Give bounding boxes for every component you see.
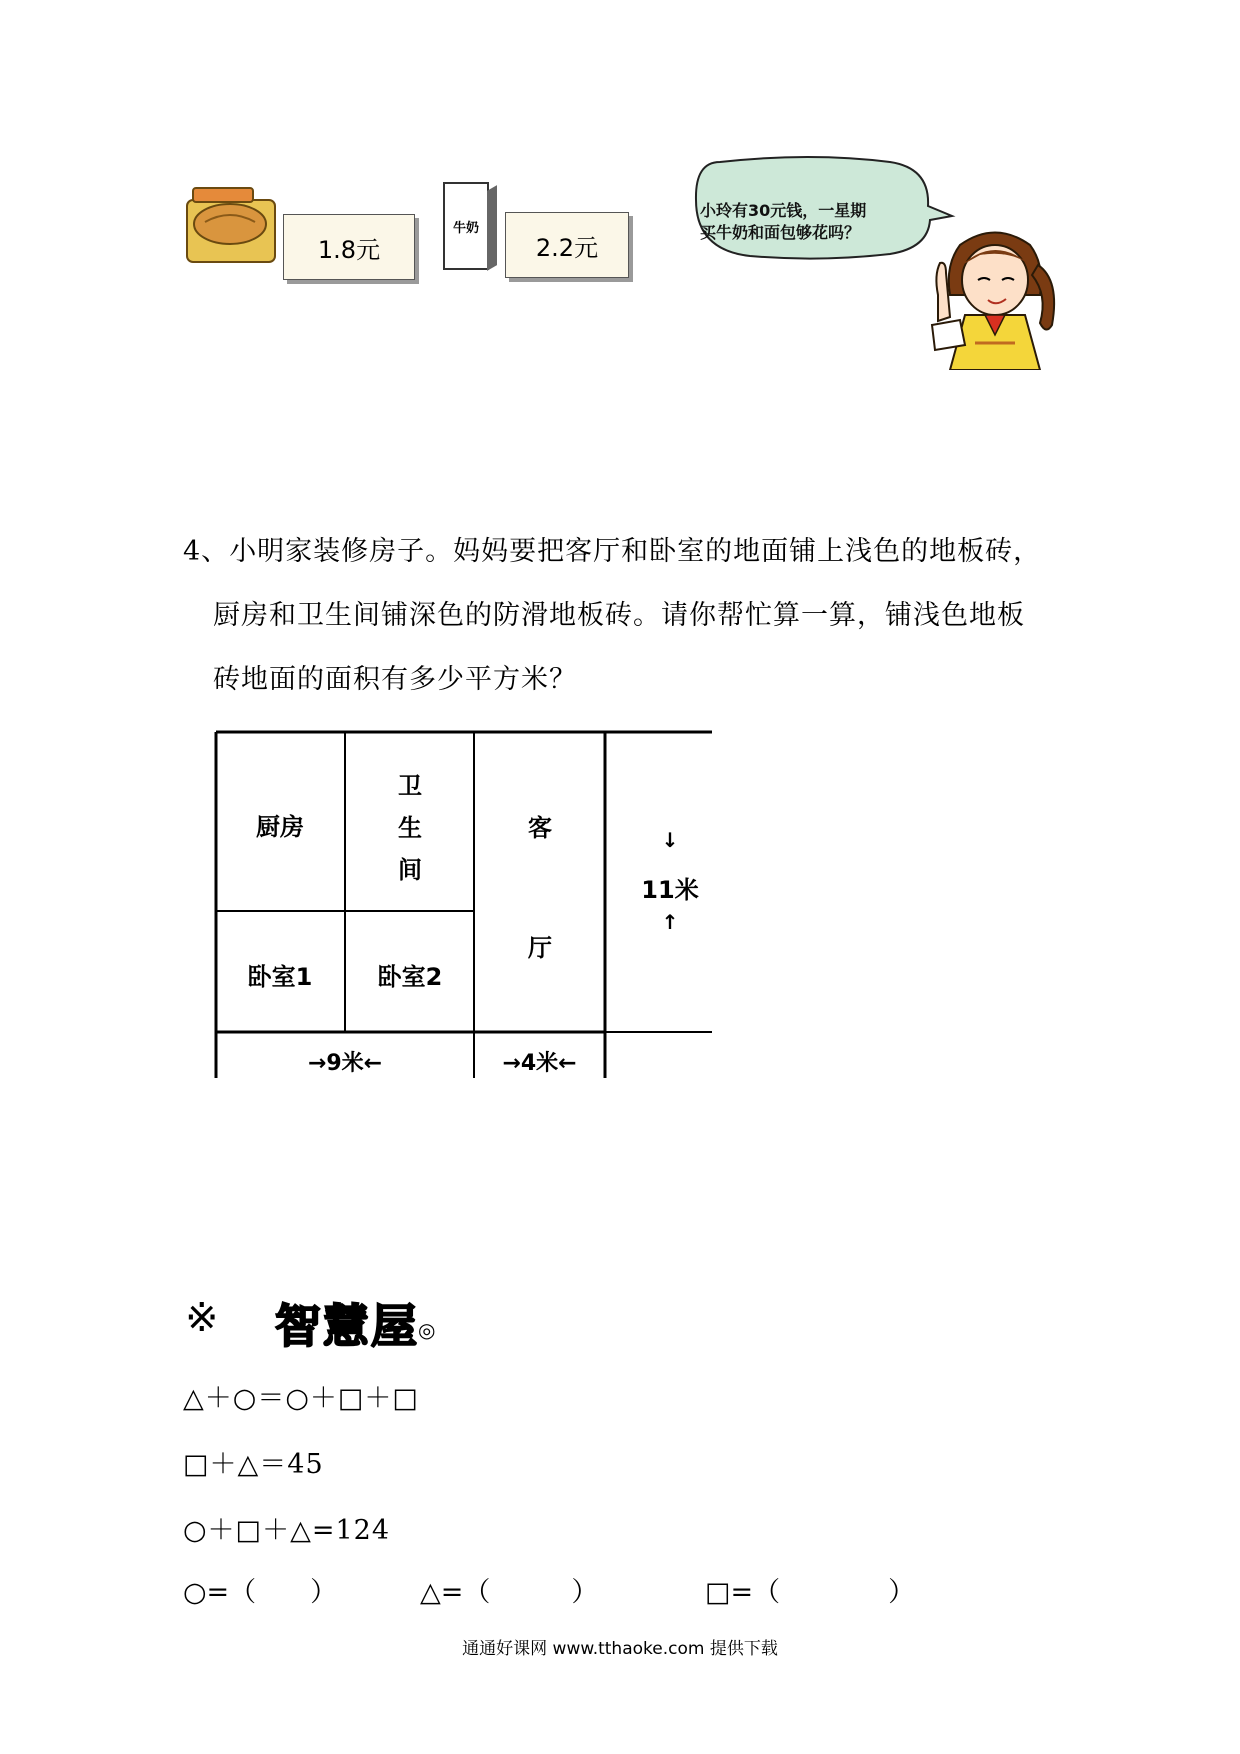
arrow-right-icon: → bbox=[307, 1051, 327, 1076]
room-kitchen: 厨房 bbox=[256, 813, 304, 841]
room-bathroom-char-2: 生 bbox=[398, 814, 422, 842]
reference-mark-icon: ※ bbox=[185, 1295, 219, 1341]
bread-illustration bbox=[185, 186, 285, 268]
room-bathroom-char-1: 卫 bbox=[398, 772, 422, 800]
arrow-left-icon: ← bbox=[363, 1051, 383, 1076]
wisdom-title: 智慧屋 bbox=[275, 1299, 419, 1353]
room-bedroom-2: 卧室2 bbox=[377, 963, 443, 991]
answer-circle: ○=（ ） bbox=[183, 1577, 338, 1608]
width-left-dimension bbox=[216, 1046, 474, 1077]
girl-illustration bbox=[920, 225, 1070, 370]
equation-2: □＋△＝45 bbox=[183, 1449, 324, 1480]
milk-price-card bbox=[505, 212, 629, 278]
speech-text bbox=[700, 200, 930, 244]
arrow-left-icon: ← bbox=[558, 1051, 577, 1076]
arrow-right-icon: → bbox=[502, 1051, 521, 1076]
question-number: 4、 bbox=[183, 536, 230, 567]
width-right-dimension bbox=[474, 1046, 605, 1077]
height-dimension: 11米 bbox=[641, 876, 699, 904]
question-4 bbox=[183, 520, 1083, 712]
speech-line-2: 买牛奶和面包够花吗？ bbox=[700, 223, 861, 242]
milk-label: 牛奶 bbox=[452, 220, 479, 236]
width-left-label: 9米 bbox=[326, 1051, 364, 1076]
arrow-up-icon: ↑ bbox=[661, 910, 679, 934]
room-living-char-2: 厅 bbox=[528, 934, 552, 962]
answer-triangle: △=（ ） bbox=[420, 1577, 599, 1608]
width-right-label: 4米 bbox=[520, 1051, 559, 1076]
room-bedroom-1: 卧室1 bbox=[247, 963, 313, 991]
room-living-char-1: 客 bbox=[528, 814, 552, 842]
milk-carton bbox=[443, 182, 489, 270]
question-line-2: 厨房和卫生间铺深色的防滑地板砖。请你帮忙算一算，铺浅色地板 bbox=[213, 600, 1025, 631]
arrow-down-icon: ↓ bbox=[661, 828, 679, 852]
question-line-3: 砖地面的面积有多少平方米？ bbox=[213, 664, 577, 695]
bread-price-card bbox=[283, 214, 415, 280]
bullseye-icon: ◎ bbox=[418, 1318, 436, 1342]
equation-1: △＋○＝○＋□＋□ bbox=[183, 1383, 419, 1414]
answer-square: □=（ ） bbox=[705, 1577, 916, 1608]
page-footer: 通通好课网 www.tthaoke.com 提供下载 bbox=[462, 1639, 778, 1659]
question-line-1: 小明家装修房子。妈妈要把客厅和卧室的地面铺上浅色的地板砖， bbox=[229, 536, 1042, 567]
speech-line-1: 小玲有30元钱，一星期 bbox=[700, 201, 867, 220]
milk-price: 2.2元 bbox=[535, 233, 599, 262]
milk-carton-side bbox=[487, 185, 497, 271]
bread-price: 1.8元 bbox=[317, 235, 381, 264]
room-bathroom-char-3: 间 bbox=[398, 856, 422, 884]
equation-3: ○＋□＋△=124 bbox=[183, 1515, 390, 1546]
